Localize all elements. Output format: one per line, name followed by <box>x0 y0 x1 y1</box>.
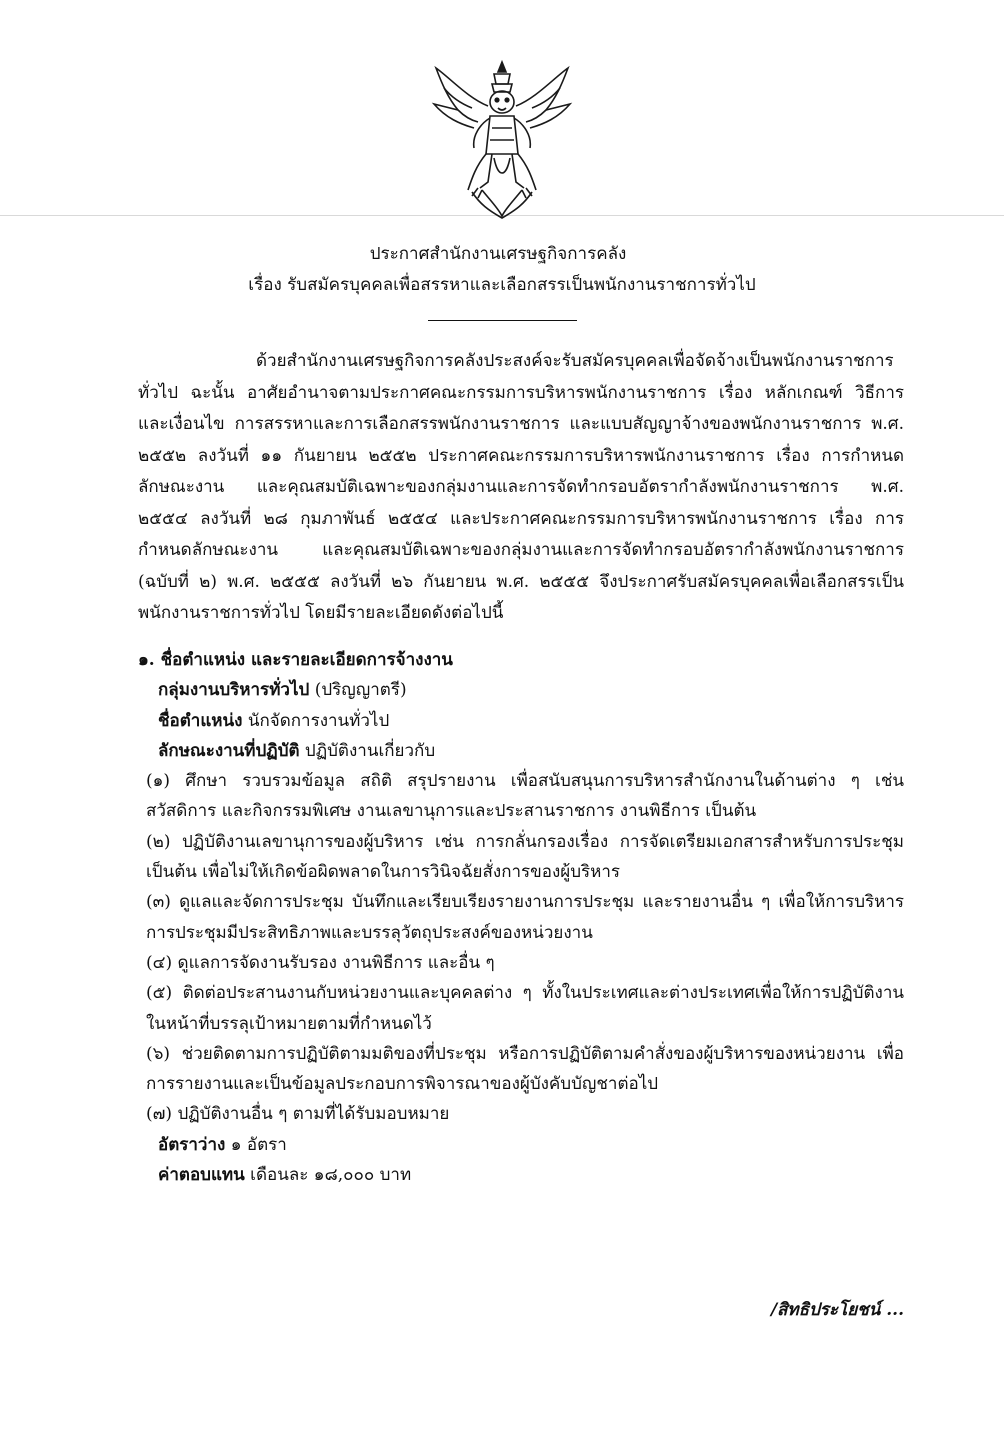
garuda-emblem <box>428 58 576 220</box>
salary-label: ค่าตอบแทน <box>158 1165 245 1186</box>
salary-value: เดือนละ ๑๘,๐๐๐ บาท <box>244 1165 412 1186</box>
vacancy-value: ๑ อัตรา <box>225 1134 287 1155</box>
vacancy-label: อัตราว่าง <box>158 1134 226 1155</box>
position-name <box>138 706 904 736</box>
duty-item-1: (๑) ศึกษา รวบรวมข้อมูล สถิติ สรุปรายงาน เพื่อสนับสนุนการบริหารสำนักงานในด้านต่าง ๆ เช่น สวัสดิการ และกิจกรรมพิเศษ งานเลขานุการและประสานราชการ งานพิธีการ เป็นต้น <box>146 771 904 822</box>
intro-paragraph <box>138 346 904 630</box>
duty-value: ปฏิบัติงานเกี่ยวกับ <box>299 740 436 761</box>
job-group-value: (ปริญญาตรี) <box>309 680 407 701</box>
salary <box>138 1160 904 1190</box>
duty-item-6: (๖) ช่วยติดตามการปฏิบัติตามมติของที่ประชุม หรือการปฏิบัติตามคำสั่งของผู้บริหารของหน่วยงาน เพื่อการรายงานและเป็นข้อมูลประกอบการพิจารณาของผู้บังคับบัญชาต่อไป <box>146 1043 904 1095</box>
duty-item-4: (๔) ดูแลการจัดงานรับรอง งานพิธีการ และอื่น ๆ <box>146 952 495 973</box>
section-1-heading: ๑. ชื่อตำแหน่ง และรายละเอียดการจ้างงาน <box>138 650 453 670</box>
continuation-note: /สิทธิประโยชน์ ... <box>770 1300 904 1320</box>
duty-item-5: (๕) ติดต่อประสานงานกับหน่วยงานและบุคคลต่าง ๆ ทั้งในประเทศและต่างประเทศเพื่อให้การปฏิบัติงาน ในหน้าที่บรรลุเป้าหมายตามที่กำหนดไว้ <box>146 983 904 1034</box>
intro-text: ด้วยสำนักงานเศรษฐกิจการคลังประสงค์จะรับสมัครบุคคลเพื่อจัดจ้างเป็นพนักงานราชการทั่วไป ฉะนั้น อาศัยอำนาจตามประกาศคณะกรรมการบริหารพนักงานราชการ เรื่อง หลักเกณฑ์ วิธีการ และเงื่อนไข การสรรหาและการเลือกสรรพนักงานราชการ และแบบสัญญาจ้างของพนักงานราชการ พ.ศ. ๒๕๕๒ ลงวันที่ ๑๑ กันยายน ๒๕๕๒ ประกาศคณะกรรมการบริหารพนักงานราชการ เรื่อง การกำหนดลักษณะงาน และคุณสมบัติเฉพาะของกลุ่มงานและการจัดทำกรอบอัตรากำลังพนักงานราชการ พ.ศ. ๒๕๕๔ ลงวันที่ ๒๘ กุมภาพันธ์ ๒๕๕๔ และประกาศคณะกรรมการบริหารพนักงานราชการ เรื่อง การกำหนดลักษณะงาน และคุณสมบัติเฉพาะของกลุ่มงานและการจัดทำกรอบอัตรากำลังพนักงานราชการ (ฉบับที่ ๒) พ.ศ. ๒๕๕๕ ลงวันที่ ๒๖ กันยายน พ.ศ. ๒๕๕๕ จึงประกาศรับสมัครบุคคลเพื่อเลือกสรรเป็นพนักงานราชการทั่วไป โดยมีรายละเอียดดังต่อไปนี้ <box>138 351 904 623</box>
duty-item-2: (๒) ปฏิบัติงานเลขานุการของผู้บริหาร เช่น การกลั่นกรองเรื่อง การจัดเตรียมเอกสารสำหรับการประชุม เป็นต้น เพื่อไม่ให้เกิดข้อผิดพลาดในการวินิจฉัยสั่งการของผู้บริหาร <box>146 831 904 883</box>
announcement-title <box>0 239 1004 301</box>
title-underline-divider <box>428 320 577 321</box>
title-line-1: ประกาศสำนักงานเศรษฐกิจการคลัง <box>369 244 627 264</box>
duty-description <box>138 736 904 766</box>
vacancy <box>138 1130 904 1160</box>
job-group <box>138 675 904 705</box>
position-value: นักจัดการงานทั่วไป <box>242 710 390 731</box>
section-1 <box>138 645 904 1190</box>
duty-item-3: (๓) ดูแลและจัดการประชุม บันทึกและเรียบเรียงรายงานการประชุม และรายงานอื่น ๆ เพื่อให้การบริหาร การประชุมมีประสิทธิภาพและบรรลุวัตถุประสงค์ของหน่วยงาน <box>146 892 904 943</box>
title-line-2: เรื่อง รับสมัครบุคคลเพื่อสรรหาและเลือกสรรเป็นพนักงานราชการทั่วไป <box>248 275 756 295</box>
duty-label: ลักษณะงานที่ปฏิบัติ <box>158 740 300 761</box>
duty-item-7: (๗) ปฏิบัติงานอื่น ๆ ตามที่ได้รับมอบหมาย <box>146 1104 450 1125</box>
position-label: ชื่อตำแหน่ง <box>158 710 243 731</box>
job-group-label: กลุ่มงานบริหารทั่วไป <box>158 680 310 701</box>
